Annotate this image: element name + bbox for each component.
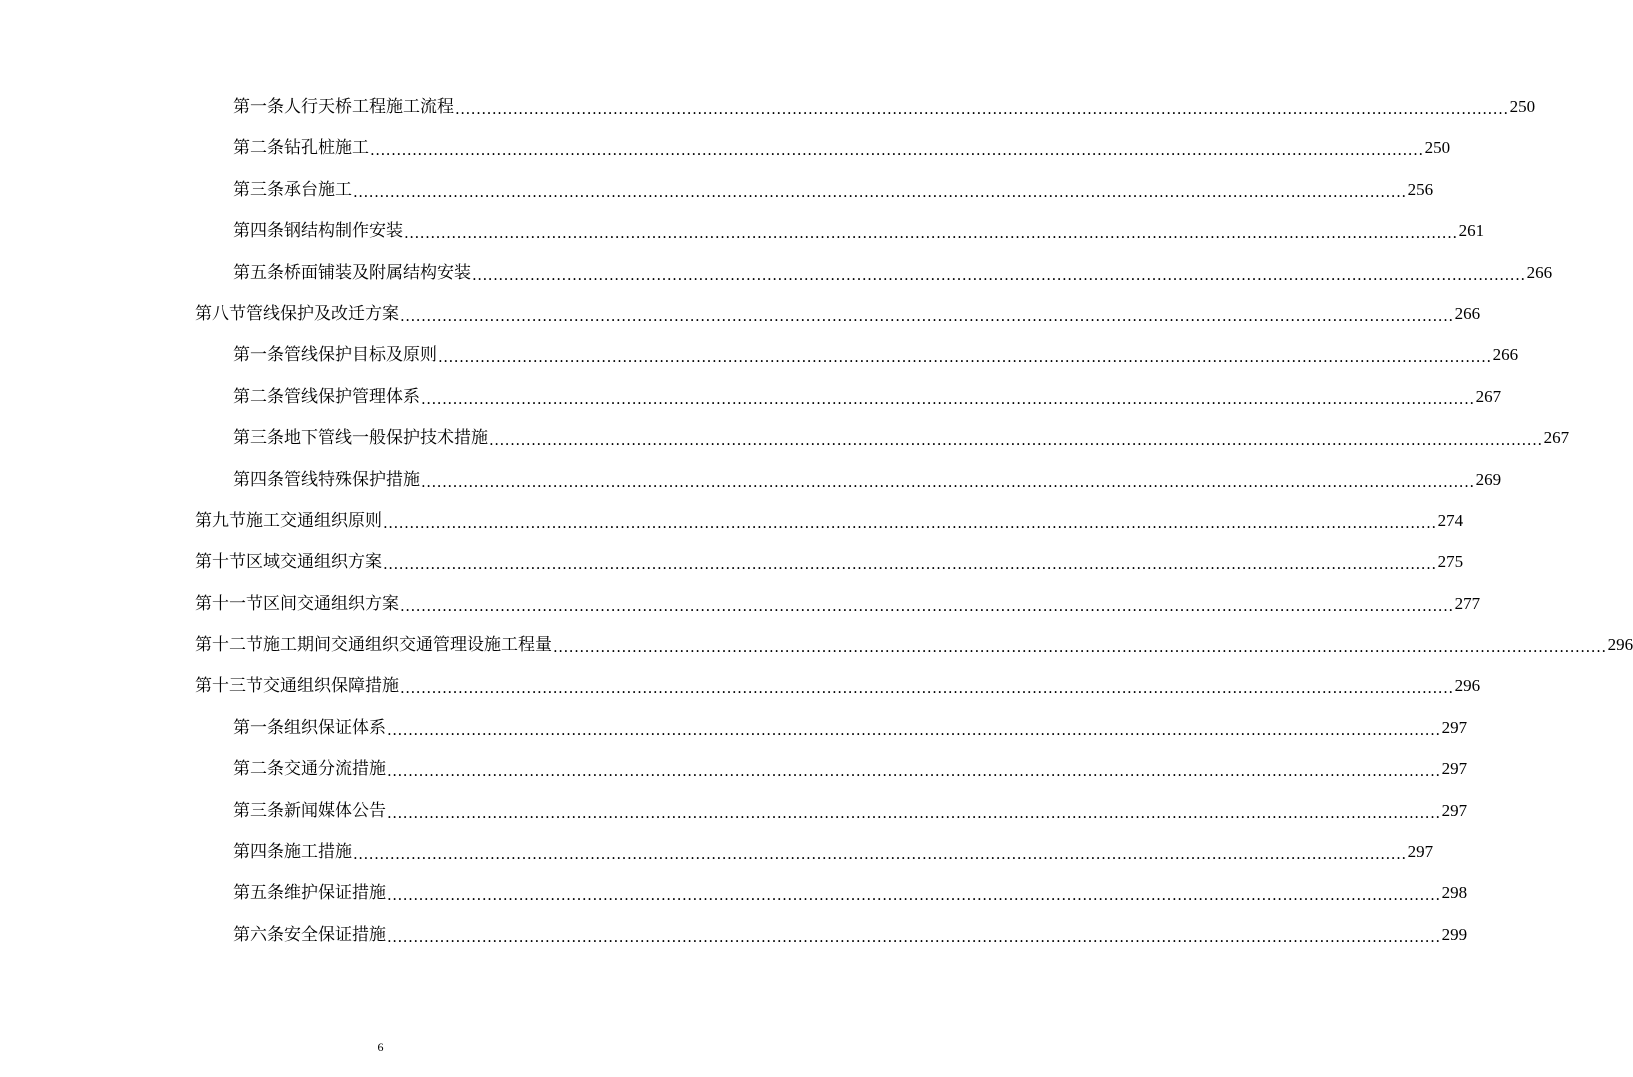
toc-entry-label: 第十一节: [195, 593, 263, 614]
toc-entry[interactable]: [233, 750, 1468, 791]
toc-entry-title: 施工措施: [284, 842, 352, 863]
toc-leader-dots: ........................................................................................................................................................................................................: [387, 803, 1441, 822]
toc-leader-dots: ........................................................................................................................................................................................................: [472, 265, 1526, 284]
toc-entry[interactable]: [233, 419, 1570, 460]
toc-leader-dots: ........................................................................................................................................................................................................: [438, 348, 1492, 367]
toc-entry[interactable]: [195, 626, 1633, 667]
toc-entry[interactable]: [233, 254, 1553, 295]
toc-entry[interactable]: [233, 378, 1502, 419]
toc-entry-title: 组织保证体系: [284, 717, 386, 738]
toc-entry-title: 管线保护管理体系: [284, 386, 420, 407]
toc-entry-title: 新闻媒体公告: [284, 800, 386, 821]
toc-entry[interactable]: [195, 543, 1464, 584]
toc-leader-dots: ........................................................................................................................................................................................................: [387, 762, 1441, 781]
toc-entry-title: 管线特殊保护措施: [284, 469, 420, 490]
toc-entry[interactable]: [233, 709, 1468, 750]
toc-entry[interactable]: [233, 461, 1502, 502]
toc-leader-dots: ........................................................................................................................................................................................................: [387, 927, 1441, 946]
toc-entry-title: 钻孔桩施工: [284, 138, 369, 159]
toc-entry[interactable]: [195, 585, 1481, 626]
toc-leader-dots: ........................................................................................................................................................................................................: [383, 513, 1437, 532]
toc-leader-dots: ........................................................................................................................................................................................................: [421, 472, 1475, 491]
toc-entry[interactable]: [195, 295, 1481, 336]
toc-entry[interactable]: [195, 667, 1481, 708]
toc-leader-dots: ........................................................................................................................................................................................................: [400, 306, 1454, 325]
toc-entry-label: 第八节: [195, 303, 246, 324]
toc-entry-label: 第三条: [233, 428, 284, 449]
toc-entry-label: 第四条: [233, 469, 284, 490]
toc-entry[interactable]: [195, 502, 1464, 543]
toc-entry-title: 区间交通组织方案: [263, 593, 399, 614]
toc-entry-page: 250: [1509, 97, 1536, 116]
toc-leader-dots: ........................................................................................................................................................................................................: [387, 886, 1441, 905]
toc-entry[interactable]: [233, 833, 1434, 874]
toc-entry-title: 维护保证措施: [284, 883, 386, 904]
toc-entry-label: 第十二节: [195, 635, 263, 656]
toc-entry-label: 第六条: [233, 924, 284, 945]
toc-entry-title: 地下管线一般保护技术措施: [284, 428, 488, 449]
toc-entry-page: 256: [1407, 179, 1434, 199]
toc-entry-page: 261: [1458, 221, 1485, 241]
table-of-contents: [0, 88, 1633, 957]
toc-entry-label: 第三条: [233, 179, 284, 200]
toc-entry[interactable]: [233, 916, 1468, 957]
toc-entry-page: 275: [1437, 552, 1464, 572]
toc-entry-page: 297: [1441, 759, 1468, 779]
toc-entry-title: 人行天桥工程施工流程: [284, 97, 454, 117]
toc-leader-dots: ........................................................................................................................................................................................................: [383, 555, 1437, 574]
toc-entry[interactable]: [233, 212, 1485, 253]
toc-leader-dots: ........................................................................................................................................................................................................: [455, 100, 1509, 118]
toc-entry-page: 299: [1441, 924, 1468, 944]
toc-entry-title: 承台施工: [284, 179, 352, 200]
toc-entry[interactable]: [233, 336, 1519, 377]
toc-entry-page: 250: [1424, 138, 1451, 158]
toc-entry-title: 桥面铺装及附属结构安装: [284, 262, 471, 283]
toc-entry-title: 交通组织保障措施: [263, 676, 399, 697]
toc-leader-dots: ........................................................................................................................................................................................................: [400, 679, 1454, 698]
toc-entry-title: 区域交通组织方案: [246, 552, 382, 573]
toc-entry[interactable]: [233, 88, 1536, 129]
toc-leader-dots: ........................................................................................................................................................................................................: [404, 224, 1458, 243]
toc-entry-page: 269: [1475, 469, 1502, 489]
toc-entry-page: 274: [1437, 510, 1464, 530]
toc-entry-page: 266: [1454, 303, 1481, 323]
toc-leader-dots: ........................................................................................................................................................................................................: [489, 431, 1543, 450]
toc-entry-title: 施工期间交通组织交通管理设施工程量: [263, 635, 552, 656]
toc-leader-dots: ........................................................................................................................................................................................................: [400, 596, 1454, 615]
toc-entry-page: 267: [1543, 428, 1570, 448]
toc-entry[interactable]: [233, 792, 1468, 833]
toc-entry-page: 298: [1441, 883, 1468, 903]
toc-entry-label: 第三条: [233, 800, 284, 821]
toc-leader-dots: ........................................................................................................................................................................................................: [353, 845, 1407, 864]
toc-entry-label: 第四条: [233, 221, 284, 242]
toc-entry-page: 267: [1475, 386, 1502, 406]
toc-entry-page: 296: [1454, 676, 1481, 696]
toc-entry-page: 297: [1407, 842, 1434, 862]
toc-leader-dots: ........................................................................................................................................................................................................: [387, 720, 1441, 739]
toc-entry-label: 第四条: [233, 842, 284, 863]
toc-entry[interactable]: [233, 171, 1434, 212]
toc-entry-page: 297: [1441, 800, 1468, 820]
toc-leader-dots: ........................................................................................................................................................................................................: [553, 638, 1607, 657]
toc-entry-label: 第五条: [233, 262, 284, 283]
page-number: 6: [377, 1040, 384, 1054]
toc-entry-page: 297: [1441, 717, 1468, 737]
toc-entry-title: 管线保护目标及原则: [284, 345, 437, 366]
toc-entry-label: 第一条: [233, 345, 284, 366]
toc-entry-label: 第一条: [233, 97, 284, 117]
toc-entry-title: 安全保证措施: [284, 924, 386, 945]
toc-entry-label: 第十节: [195, 552, 246, 573]
toc-entry-label: 第一条: [233, 717, 284, 738]
toc-entry-page: 277: [1454, 593, 1481, 613]
toc-entry-page: 266: [1492, 345, 1519, 365]
toc-leader-dots: ........................................................................................................................................................................................................: [353, 182, 1407, 201]
toc-entry-page: 266: [1526, 262, 1553, 282]
toc-entry-title: 管线保护及改迁方案: [246, 303, 399, 324]
toc-leader-dots: ........................................................................................................................................................................................................: [421, 389, 1475, 408]
toc-entry-label: 第十三节: [195, 676, 263, 697]
toc-entry-page: 296: [1607, 635, 1633, 655]
toc-entry-label: 第二条: [233, 759, 284, 780]
toc-entry-label: 第二条: [233, 386, 284, 407]
toc-entry-label: 第九节: [195, 510, 246, 531]
toc-entry-label: 第二条: [233, 138, 284, 159]
toc-entry-title: 钢结构制作安装: [284, 221, 403, 242]
toc-entry-title: 施工交通组织原则: [246, 510, 382, 531]
toc-entry-label: 第五条: [233, 883, 284, 904]
toc-entry[interactable]: [233, 129, 1451, 170]
toc-leader-dots: ........................................................................................................................................................................................................: [370, 141, 1424, 160]
toc-entry-title: 交通分流措施: [284, 759, 386, 780]
toc-entry[interactable]: [233, 874, 1468, 915]
